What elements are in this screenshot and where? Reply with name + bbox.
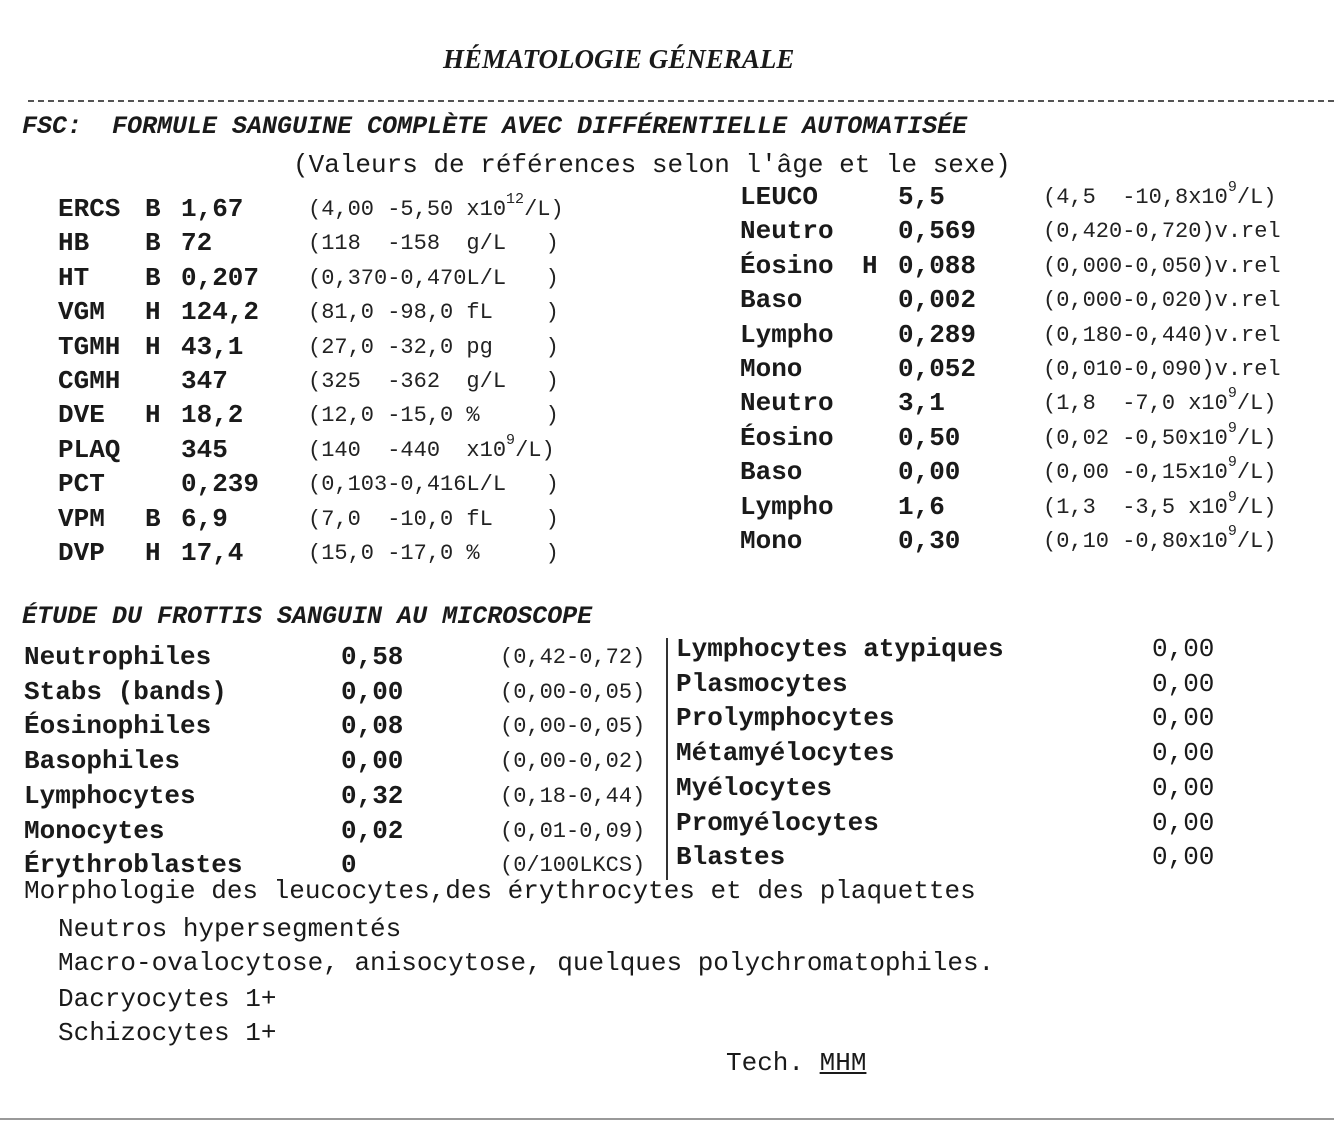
reference-range: (4,00 -5,50 x10 — [308, 197, 507, 222]
result-row — [0, 523, 1334, 560]
cell-name: Métamyélocytes — [676, 738, 895, 769]
test-value: 124,2 — [181, 297, 260, 328]
result-row — [0, 285, 1334, 319]
reference-range: (12,0 -15,0 % ) — [308, 403, 559, 429]
dashed-divider — [28, 100, 1334, 102]
test-reference — [1043, 179, 1277, 210]
morphology-line: Neutros hypersegmentés — [58, 914, 402, 944]
smear-row — [0, 773, 1334, 807]
result-row — [0, 354, 1334, 388]
test-name: PCT — [58, 469, 105, 500]
test-name: Neutro — [740, 388, 834, 419]
test-flag: H — [862, 250, 878, 281]
reference-range: (0,010-0,090)v.rel — [1043, 357, 1281, 382]
reference-exponent: 9 — [1227, 454, 1237, 472]
cell-value: 0,00 — [1152, 668, 1215, 699]
signature-label: Tech. — [726, 1048, 805, 1078]
test-flag: B — [145, 194, 161, 224]
result-row — [0, 419, 1334, 457]
test-value: 6,9 — [181, 503, 228, 534]
reference-range: (0,370-0,470L/L ) — [308, 265, 559, 291]
test-value: 0,50 — [898, 422, 961, 453]
test-value: 0,052 — [898, 354, 977, 384]
cell-name: Prolymphocytes — [676, 703, 895, 734]
cell-name: Myélocytes — [676, 772, 833, 803]
cell-value: 0,00 — [1152, 738, 1215, 769]
test-name: Mono — [740, 354, 803, 384]
test-name: PLAQ — [58, 434, 121, 465]
cell-name: Neutrophiles — [24, 642, 212, 672]
cell-value: 0,00 — [1152, 772, 1215, 803]
cell-name: Stabs (bands) — [24, 676, 227, 707]
reference-range: (0,420-0,720)v.rel — [1043, 219, 1281, 245]
test-reference — [1043, 357, 1281, 382]
cell-value: 0,02 — [341, 815, 404, 846]
test-name: ERCS — [58, 194, 121, 224]
test-flag: B — [145, 262, 161, 293]
test-value: 345 — [181, 434, 228, 465]
reference-range: (81,0 -98,0 fL ) — [308, 300, 559, 326]
reference-note: (Valeurs de références selon l'âge et le sexe) — [293, 150, 1011, 180]
test-reference — [1043, 488, 1277, 520]
test-name: VPM — [58, 503, 105, 534]
smear-row — [0, 669, 1334, 703]
reference-exponent: 9 — [1227, 488, 1237, 506]
test-reference — [1043, 419, 1277, 451]
smear-row — [0, 703, 1334, 740]
cell-reference: (0/100LKCS) — [500, 853, 646, 879]
cell-name: Érythroblastes — [24, 850, 243, 881]
result-row — [0, 488, 1334, 526]
test-value: 17,4 — [181, 538, 244, 568]
reference-range: (27,0 -32,0 pg ) — [308, 334, 559, 360]
reference-unit: /L) — [1236, 460, 1277, 486]
test-name: TGMH — [58, 331, 121, 362]
cell-reference: (0,18-0,44) — [500, 783, 646, 809]
reference-unit: /L) — [524, 197, 564, 222]
reference-range: (1,3 -3,5 x10 — [1043, 494, 1228, 520]
reference-exponent: 9 — [1227, 179, 1237, 196]
signature — [726, 1048, 866, 1078]
test-name: Éosino — [740, 250, 834, 281]
test-flag: H — [145, 400, 161, 431]
cell-value: 0,00 — [341, 676, 404, 707]
test-name: LEUCO — [740, 182, 819, 212]
test-value: 72 — [181, 228, 213, 259]
test-name: Baso — [740, 457, 803, 488]
smear-row — [0, 634, 1334, 668]
test-reference — [1043, 323, 1281, 348]
cell-name: Promyélocytes — [676, 807, 879, 838]
reference-range: (7,0 -10,0 fL ) — [308, 506, 559, 532]
reference-range: (140 -440 x10 — [308, 437, 507, 463]
test-name: Éosino — [740, 422, 834, 453]
reference-range: (0,000-0,020)v.rel — [1043, 288, 1281, 314]
cell-value: 0,08 — [341, 711, 404, 742]
test-reference — [1043, 288, 1281, 313]
reference-range: (0,00 -0,15x10 — [1043, 460, 1228, 486]
result-row — [0, 216, 1334, 250]
cell-value: 0,00 — [1152, 807, 1215, 838]
page-title: HÉMATOLOGIE GÉNERALE — [443, 44, 795, 74]
reference-unit: /L) — [1236, 185, 1277, 210]
reference-range: (0,103-0,416L/L ) — [308, 472, 559, 498]
morphology-heading: Morphologie des leucocytes,des érythrocytes et des plaquettes — [24, 876, 976, 906]
test-value: 18,2 — [181, 400, 244, 431]
page-bottom-rule — [0, 1118, 1334, 1120]
test-reference — [1043, 219, 1281, 244]
morphology-line: Schizocytes 1+ — [58, 1018, 277, 1048]
reference-range: (118 -158 g/L ) — [308, 231, 559, 257]
test-flag: B — [145, 228, 161, 259]
cell-value: 0,00 — [341, 746, 404, 777]
test-value: 43,1 — [181, 331, 244, 362]
test-value: 1,67 — [181, 194, 244, 224]
cell-reference: (0,00-0,05) — [500, 714, 646, 740]
smear-row — [0, 842, 1334, 879]
test-value: 347 — [181, 366, 228, 396]
test-reference — [1043, 523, 1277, 554]
reference-unit: /L) — [1236, 494, 1277, 520]
reference-range: (325 -362 g/L ) — [308, 369, 559, 394]
test-name: CGMH — [58, 366, 121, 396]
test-name: Mono — [740, 526, 803, 556]
test-reference — [1043, 385, 1277, 417]
test-value: 3,1 — [898, 388, 945, 419]
cell-name: Basophiles — [24, 746, 181, 777]
morphology-line: Macro-ovalocytose, anisocytose, quelques polychromatophiles. — [58, 948, 995, 978]
reference-range: (15,0 -17,0 % ) — [308, 541, 559, 566]
reference-exponent: 9 — [1227, 419, 1237, 437]
test-name: Baso — [740, 285, 803, 316]
smear-row — [0, 738, 1334, 775]
cell-value: 0,00 — [1152, 634, 1215, 664]
cell-reference: (0,42-0,72) — [500, 645, 646, 670]
test-flag: H — [145, 331, 161, 362]
cell-reference: (0,01-0,09) — [500, 818, 646, 844]
signature-initials: MHM — [819, 1048, 867, 1078]
cell-reference: (0,00-0,02) — [500, 749, 646, 775]
test-flag: H — [145, 297, 161, 328]
test-value: 0,239 — [181, 469, 260, 500]
test-name: Neutro — [740, 216, 834, 247]
reference-exponent: 12 — [506, 191, 525, 208]
cell-value: 0,00 — [1152, 703, 1215, 734]
test-name: Lympho — [740, 319, 834, 350]
result-row — [0, 320, 1334, 354]
reference-unit: /L) — [1236, 529, 1277, 554]
fsc-section-title: FSC: FORMULE SANGUINE COMPLÈTE AVEC DIFFÉRENTIELLE AUTOMATISÉE — [22, 112, 968, 141]
result-row — [0, 454, 1334, 491]
reference-range: (0,10 -0,80x10 — [1043, 529, 1228, 554]
reference-range: (4,5 -10,8x10 — [1043, 185, 1228, 210]
cell-value: 0,00 — [1152, 842, 1215, 873]
smear-section-title: ÉTUDE DU FROTTIS SANGUIN AU MICROSCOPE — [22, 602, 593, 631]
cell-value: 0,32 — [341, 780, 404, 811]
result-row — [0, 251, 1334, 285]
reference-range: (0,180-0,440)v.rel — [1043, 322, 1281, 348]
test-name: VGM — [58, 297, 105, 328]
result-row — [0, 179, 1334, 216]
cell-reference: (0,00-0,05) — [500, 679, 646, 705]
result-row — [0, 385, 1334, 422]
cell-name: Éosinophiles — [24, 711, 212, 742]
test-name: DVE — [58, 400, 105, 431]
test-name: DVP — [58, 538, 105, 568]
test-name: HB — [58, 228, 90, 259]
reference-range: (0,02 -0,50x10 — [1043, 425, 1228, 451]
test-value: 0,00 — [898, 457, 961, 488]
test-value: 0,207 — [181, 262, 260, 293]
test-value: 1,6 — [898, 491, 945, 522]
cell-name: Lymphocytes atypiques — [676, 634, 1004, 664]
test-flag: B — [145, 503, 161, 534]
test-name: HT — [58, 262, 90, 293]
test-name: Lympho — [740, 491, 834, 522]
reference-exponent: 9 — [506, 431, 516, 449]
test-value: 0,088 — [898, 250, 977, 281]
reference-unit: /L) — [1236, 391, 1277, 417]
test-value: 0,30 — [898, 526, 961, 556]
test-value: 0,002 — [898, 285, 977, 316]
cell-name: Lymphocytes — [24, 780, 196, 811]
reference-exponent: 9 — [1227, 385, 1237, 403]
test-value: 0,289 — [898, 319, 977, 350]
cell-name: Monocytes — [24, 815, 165, 846]
morphology-line: Dacryocytes 1+ — [58, 984, 277, 1014]
test-reference — [1043, 254, 1281, 279]
cell-name: Plasmocytes — [676, 668, 848, 699]
test-value: 0,569 — [898, 216, 977, 247]
reference-unit: /L) — [515, 437, 555, 463]
test-flag: H — [145, 538, 161, 568]
cell-name: Blastes — [676, 842, 786, 873]
reference-range: (0,000-0,050)v.rel — [1043, 253, 1281, 279]
test-value: 5,5 — [898, 182, 945, 212]
reference-exponent: 9 — [1227, 523, 1237, 540]
cell-value: 0,58 — [341, 642, 404, 672]
reference-unit: /L) — [1236, 425, 1277, 451]
smear-row — [0, 808, 1334, 842]
reference-range: (1,8 -7,0 x10 — [1043, 391, 1228, 417]
cell-value: 0 — [341, 850, 357, 881]
test-reference — [1043, 454, 1277, 486]
